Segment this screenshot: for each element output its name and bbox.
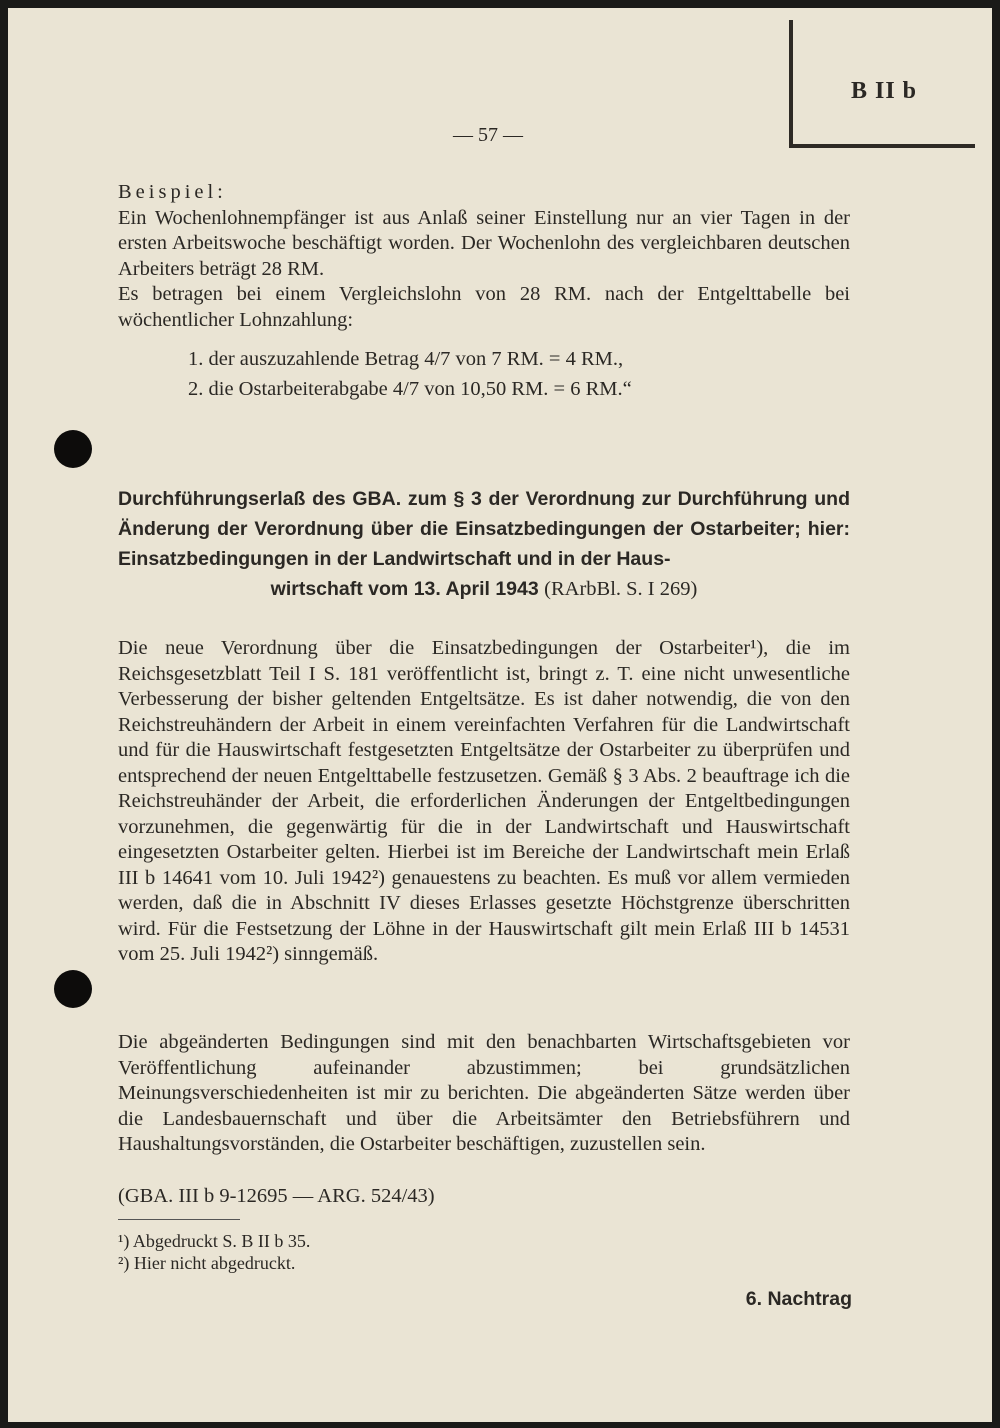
decree-title xyxy=(118,484,850,604)
example-list xyxy=(188,344,632,404)
decree-title-reference: (RArbBl. S. I 269) xyxy=(544,578,698,600)
decree-title-date: wirtschaft vom 13. April 1943 xyxy=(270,578,539,600)
punch-hole-top xyxy=(54,430,92,468)
footnote-1: ¹) Abgedruckt S. B II b 35. xyxy=(118,1231,311,1251)
section-box xyxy=(789,20,975,148)
footnote-divider xyxy=(118,1219,240,1220)
list-item: 1. der auszuzahlende Betrag 4/7 von 7 RM. = 4 RM., xyxy=(188,348,624,370)
decree-paragraph-1: Die neue Verordnung über die Einsatzbedingungen der Ostarbeiter¹), die im Reichsgesetzblatt Teil I S. 181 veröffentlicht ist, bringt z. T. eine nicht unwesentliche Verbesserung der bisher geltenden Entgeltsätze. Es ist daher notwendig, die von den Reichstreuhändern der Arbeit in einem vereinfachten Verfahren für die Landwirtschaft und für die Hauswirtschaft festgesetzten Entgeltsätze der Ostarbeiter zu überprüfen und entsprechend der neuen Entgelttabelle festzusetzen. Gemäß § 3 Abs. 2 beauftrage ich die Reichstreuhänder der Arbeit, die erforderlichen Änderungen der Entgeltbedingungen vorzunehmen, die gegenwärtig für die in der Landwirtschaft und Hauswirtschaft eingesetzten Ostarbeiter gelten. Hierbei ist im Bereiche der Landwirtschaft mein Erlaß III b 14641 vom 10. Juli 1942²) genauestens zu beachten. Es muß vor allem vermieden werden, daß die in Abschnitt IV dieses Erlasses gesetzte Höchstgrenze überschritten wird. Für die Festsetzung der Löhne in der Hauswirtschaft gilt mein Erlaß III b 14531 vom 25. Juli 1942²) sinngemäß. xyxy=(118,637,850,965)
footnotes xyxy=(118,1230,310,1274)
decree-body-2 xyxy=(118,1030,850,1158)
example-line2: Es betragen bei einem Vergleichslohn von 28 RM. nach der Entgelttabelle bei wöchentlicher Lohnzahlung: xyxy=(118,283,850,331)
example-paragraph: Ein Wochenlohnempfänger ist aus Anlaß seiner Einstellung nur an vier Tagen in der ersten Arbeitswoche beschäftigt worden. Der Wochenlohn des vergleichbaren deutschen Arbeiters beträgt 28 RM. xyxy=(118,206,850,280)
section-label: B II b xyxy=(850,78,918,104)
list-item: 2. die Ostarbeiterabgabe 4/7 von 10,50 RM. = 6 RM.“ xyxy=(188,378,632,400)
decree-title-text: Durchführungserlaß des GBA. zum § 3 der Verordnung zur Durchführung und Änderung der Verordnung über die Einsatzbedingungen der Ostarbeiter; hier: Einsatzbedingungen in der Landwirtschaft und in der Haus- xyxy=(118,488,850,570)
decree-body xyxy=(118,636,850,968)
decree-paragraph-2: Die abgeänderten Bedingungen sind mit den benachbarten Wirtschaftsgebieten vor Veröffentlichung aufeinander abzustimmen; bei grundsätzlichen Meinungsverschiedenheiten ist mir zu berichten. Die abgeänderten Sätze werden über die Landesbauernschaft und über die Arbeitsämter den Betriebsführern und Haushaltungsvorständen, die Ostarbeiter beschäftigen, zuzustellen sein. xyxy=(118,1031,850,1155)
example-label: Beispiel: xyxy=(118,181,227,203)
supplement-label: 6. Nachtrag xyxy=(745,1288,852,1310)
punch-hole-bottom xyxy=(54,970,92,1008)
example-block xyxy=(118,180,850,333)
document-page xyxy=(8,8,992,1422)
page-number: — 57 — xyxy=(453,124,523,146)
decree-reference: (GBA. III b 9-12695 — ARG. 524/43) xyxy=(118,1185,435,1207)
decree-title-last-line xyxy=(118,574,850,604)
footnote-2: ²) Hier nicht abgedruckt. xyxy=(118,1253,296,1273)
